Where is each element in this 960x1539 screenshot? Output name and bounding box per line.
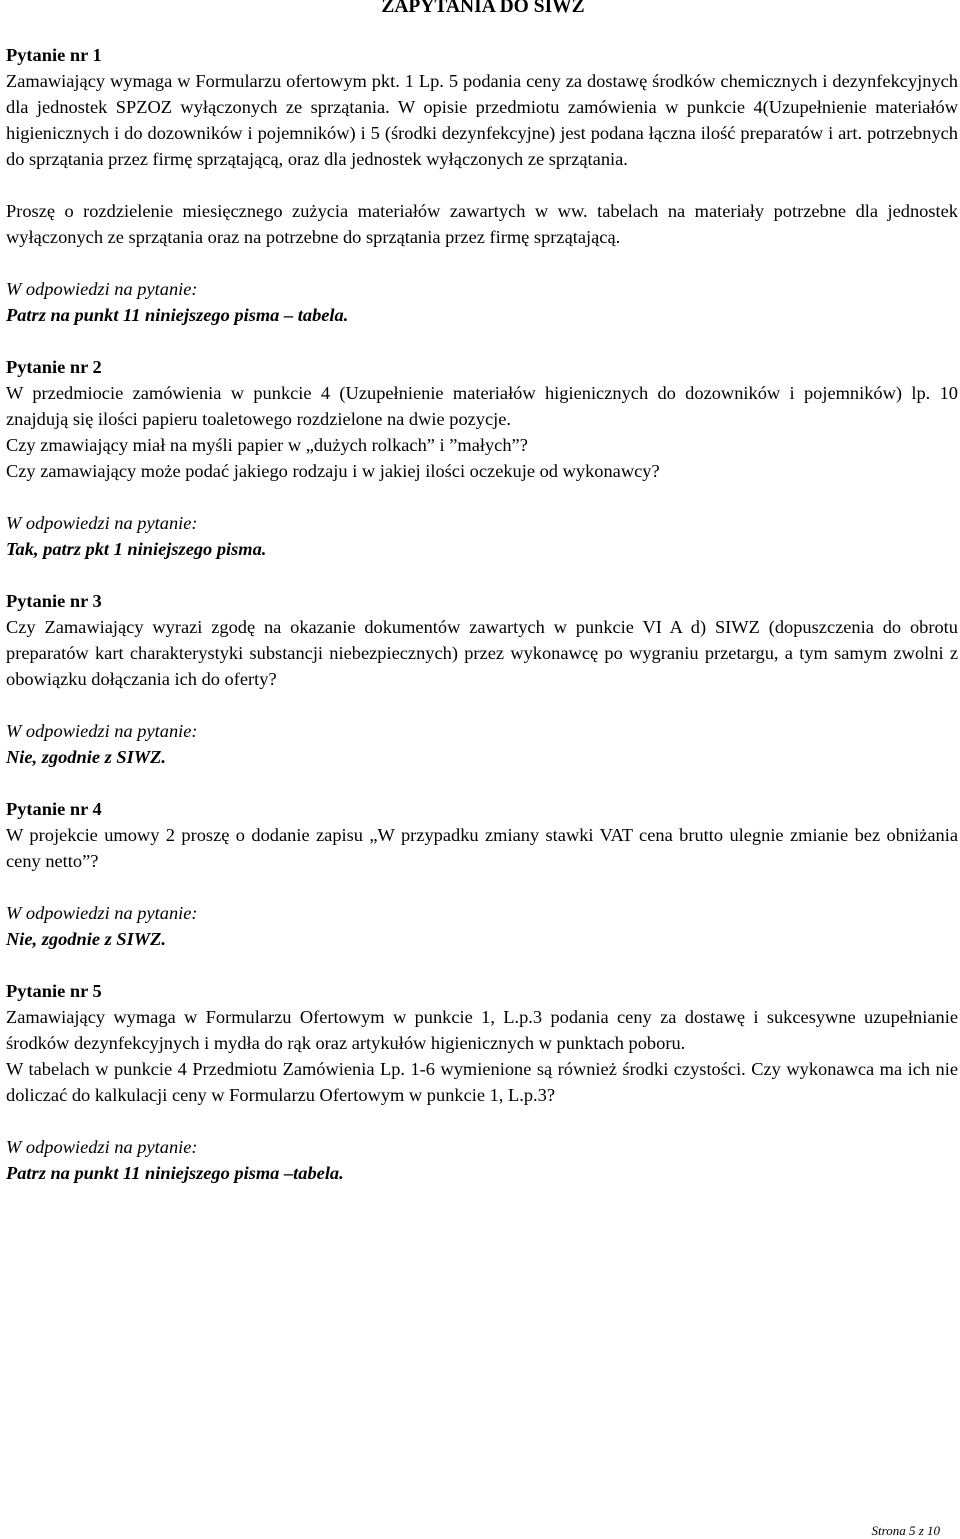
question-text: W przedmiocie zamówienia w punkcie 4 (Uzupełnienie materiałów higienicznych do dozowników i pojemników) lp. 10 znajdują się ilości papieru toaletowego rozdzielone na dwie pozycje.: [6, 383, 958, 429]
page-number-footer: Strona 5 z 10: [871, 1523, 940, 1538]
answer-heading: W odpowiedzi na pytanie:: [6, 903, 198, 923]
question-heading: Pytanie nr 1: [6, 45, 102, 65]
document-page: [6, 0, 958, 1186]
question-heading: Pytanie nr 2: [6, 357, 102, 377]
question-text: W projekcie umowy 2 proszę o dodanie zapisu „W przypadku zmiany stawki VAT cena brutto ulegnie zmianie bez obniżania ceny netto”?: [6, 825, 958, 871]
question-block-5: [6, 978, 958, 1186]
question-text: Czy Zamawiający wyrazi zgodę na okazanie dokumentów zawartych w punkcie VI A d) SIWZ (dopuszczenia do obrotu preparatów kart charakterystyki substancji niebezpiecznych) przez wykonawcę po wygraniu przetargu, a tym samym zwolni z obowiązku dołączania ich do oferty?: [6, 617, 958, 689]
question-block-4: [6, 796, 958, 952]
answer-text: Tak, patrz pkt 1 niniejszego pisma.: [6, 539, 267, 559]
answer-text: Patrz na punkt 11 niniejszego pisma – tabela.: [6, 305, 349, 325]
question-text: Zamawiający wymaga w Formularzu Ofertowym w punkcie 1, L.p.3 podania ceny za dostawę i sukcesywne uzupełnianie środków dezynfekcyjnych i mydła do rąk oraz artykułów higienicznych w punktach poboru.: [6, 1007, 958, 1053]
question-text: Zamawiający wymaga w Formularzu ofertowym pkt. 1 Lp. 5 podania ceny za dostawę środków chemicznych i dezynfekcyjnych dla jednostek SPZOZ wyłączonych ze sprzątania. W opisie przedmiotu zamówienia w punkcie 4(Uzupełnienie materiałów higienicznych i do dozowników i pojemników) i 5 (środki dezynfekcyjne) jest podana łączna ilość preparatów i art. potrzebnych do sprzątania przez firmę sprzątającą, oraz dla jednostek wyłączonych ze sprzątania.: [6, 71, 958, 169]
answer-text: Nie, zgodnie z SIWZ.: [6, 929, 166, 949]
document-title: ZAPYTANIA DO SIWZ: [381, 0, 585, 17]
question-text: Proszę o rozdzielenie miesięcznego zużycia materiałów zawartych w ww. tabelach na materiały potrzebne dla jednostek wyłączonych ze sprzątania oraz na potrzebne do sprzątania przez firmę sprzątającą.: [6, 201, 958, 247]
question-block-1: [6, 42, 958, 328]
question-heading: Pytanie nr 5: [6, 981, 102, 1001]
answer-heading: W odpowiedzi na pytanie:: [6, 279, 198, 299]
answer-heading: W odpowiedzi na pytanie:: [6, 1137, 198, 1157]
question-heading: Pytanie nr 4: [6, 799, 102, 819]
question-text: Czy zamawiający może podać jakiego rodzaju i w jakiej ilości oczekuje od wykonawcy?: [6, 461, 660, 481]
question-block-3: [6, 588, 958, 770]
answer-heading: W odpowiedzi na pytanie:: [6, 721, 198, 741]
answer-text: Patrz na punkt 11 niniejszego pisma –tabela.: [6, 1163, 344, 1183]
question-text: Czy zmawiający miał na myśli papier w „dużych rolkach” i ”małych”?: [6, 435, 528, 455]
question-heading: Pytanie nr 3: [6, 591, 102, 611]
question-block-2: [6, 354, 958, 562]
answer-heading: W odpowiedzi na pytanie:: [6, 513, 198, 533]
answer-text: Nie, zgodnie z SIWZ.: [6, 747, 166, 767]
question-text: W tabelach w punkcie 4 Przedmiotu Zamówienia Lp. 1-6 wymienione są również środki czystości. Czy wykonawca ma ich nie doliczać do kalkulacji ceny w Formularzu Ofertowym w punkcie 1, L.p.3?: [6, 1059, 958, 1105]
